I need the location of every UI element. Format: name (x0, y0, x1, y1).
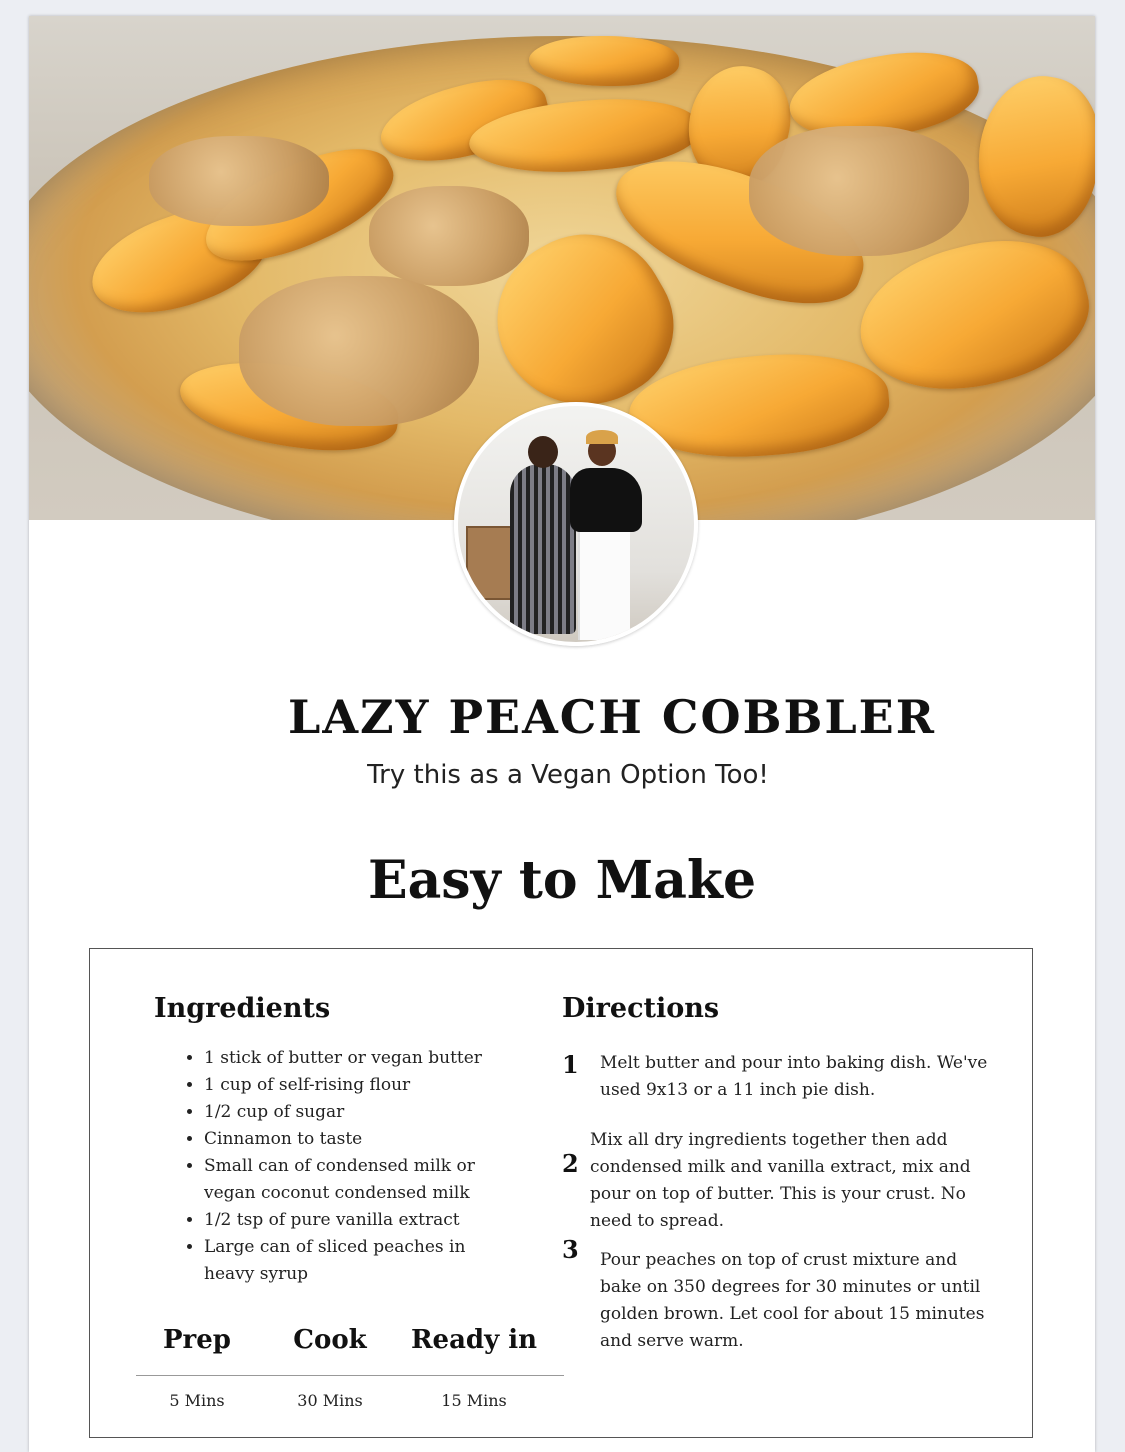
ingredient-item: • 1 cup of self-rising flour (204, 1072, 584, 1099)
cook-label: Cook (293, 1325, 367, 1355)
ready-in-value: 15 Mins (441, 1391, 507, 1410)
times-divider (136, 1375, 564, 1376)
ready-in-label: Ready in (410, 1325, 538, 1355)
ingredient-item: • Cinnamon to taste (204, 1126, 584, 1153)
recipe-page (29, 16, 1095, 1452)
prep-value: 5 Mins (169, 1391, 225, 1410)
ingredients-list (184, 1045, 584, 1288)
ingredient-item: • Large can of sliced peaches in heavy syrup (204, 1234, 504, 1288)
step-number-1: 1 (562, 1050, 579, 1079)
recipe-subtitle: Try this as a Vegan Option Too! (367, 760, 769, 790)
recipe-card (89, 948, 1033, 1438)
ingredient-item: • 1 stick of butter or vegan butter (204, 1045, 584, 1072)
step-text-3: Pour peaches on top of crust mixture and bake on 350 degrees for 30 minutes or until golden brown. Let cool for about 15 minutes and serve warm. (600, 1250, 985, 1351)
step-text-2: Mix all dry ingredients together then add condensed milk and vanilla extract, mix and pour on top of butter. This is your crust. No need to spread. (590, 1130, 971, 1231)
step-number-3: 3 (562, 1235, 579, 1264)
ingredient-item: • Small can of condensed milk or vegan coconut condensed milk (204, 1153, 514, 1207)
recipe-tagline: Easy to Make (367, 850, 757, 911)
recipe-title: LAZY PEACH COBBLER (288, 690, 936, 744)
ingredients-heading: Ingredients (154, 993, 331, 1024)
step-text-1: Melt butter and pour into baking dish. We've used 9x13 or a 11 inch pie dish. (600, 1053, 988, 1100)
directions-heading: Directions (562, 993, 720, 1024)
step-number-2: 2 (562, 1149, 579, 1178)
chefs-portrait (454, 402, 698, 646)
cook-value: 30 Mins (297, 1391, 363, 1410)
ingredient-item: • 1/2 cup of sugar (204, 1099, 584, 1126)
prep-label: Prep (163, 1325, 231, 1355)
ingredient-item: • 1/2 tsp of pure vanilla extract (204, 1207, 584, 1234)
